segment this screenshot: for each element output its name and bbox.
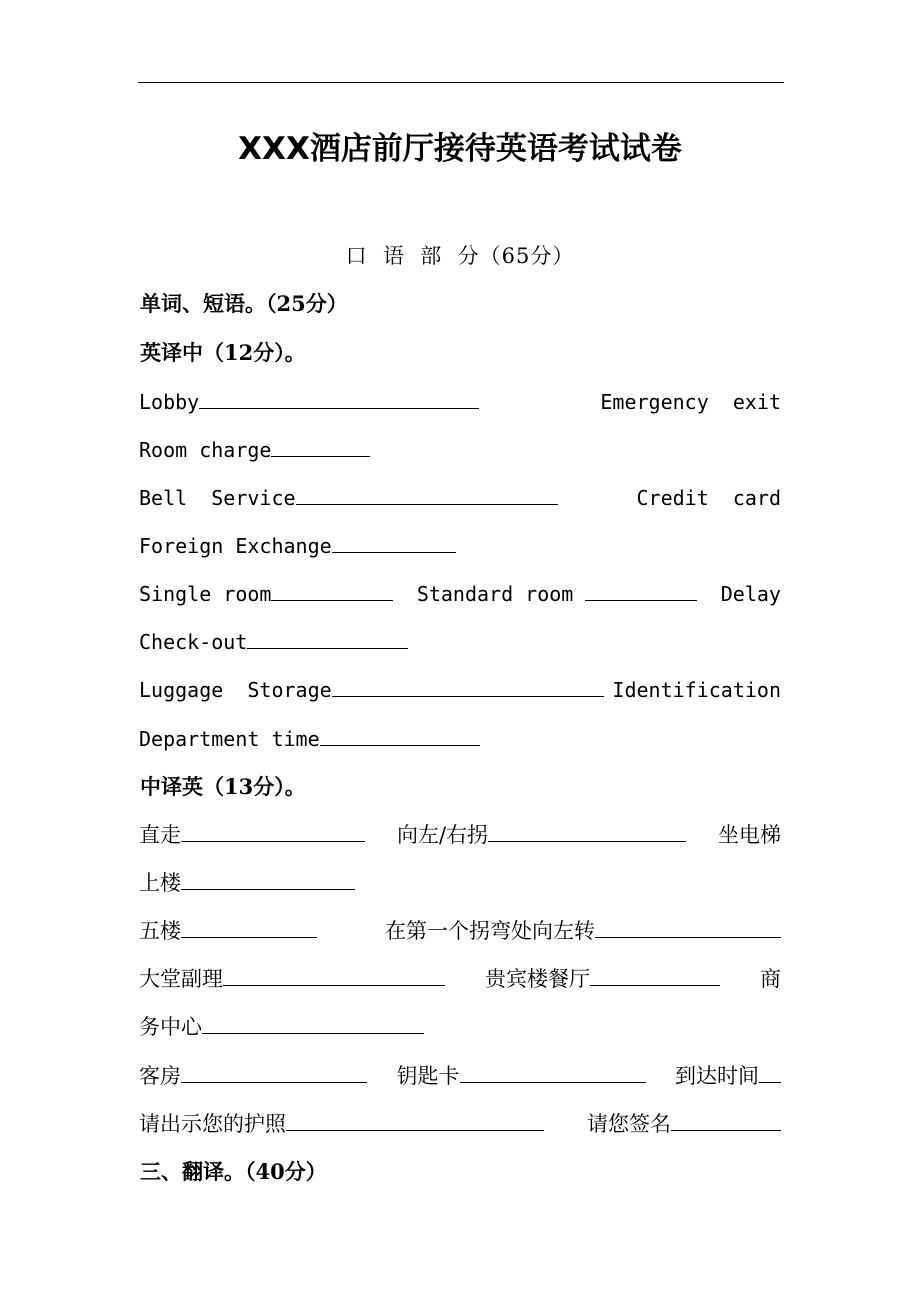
- exercise-line: [139, 624, 781, 660]
- item-label: Emergency exit: [600, 390, 781, 414]
- answer-blank[interactable]: [671, 1108, 781, 1131]
- exercise-item: [139, 672, 604, 708]
- answer-blank[interactable]: [271, 578, 393, 601]
- exercise-item: [139, 384, 479, 420]
- item-label: 向左/右拐: [396, 823, 489, 847]
- exercise-item: [139, 913, 317, 949]
- item-label: 上楼: [139, 871, 181, 895]
- item-label: 坐电梯: [717, 823, 781, 847]
- answer-blank[interactable]: [759, 1060, 781, 1083]
- item-label: Credit card: [636, 486, 781, 510]
- item-label: Lobby: [139, 390, 200, 414]
- item-label: 务中心: [139, 1015, 202, 1039]
- translation-heading: 三、翻译。（40分）: [140, 1159, 327, 1184]
- item-label: Bell Service: [139, 486, 296, 510]
- answer-blank[interactable]: [320, 723, 480, 746]
- exercise-item: [587, 1106, 781, 1142]
- item-label: Identification: [612, 678, 781, 702]
- answer-blank[interactable]: [181, 867, 355, 890]
- item-label: 在第一个拐弯处向左转: [385, 919, 595, 943]
- answer-blank[interactable]: [202, 1011, 424, 1034]
- exercise-item: [139, 1058, 367, 1094]
- exercise-item: [139, 1106, 544, 1142]
- item-label: Foreign Exchange: [139, 534, 332, 558]
- item-label: Room charge: [139, 438, 272, 462]
- exercise-line: [139, 1009, 781, 1045]
- exercise-item: [139, 432, 370, 468]
- item-label: Single room: [139, 582, 272, 606]
- answer-blank[interactable]: [223, 963, 445, 986]
- item-label: 请出示您的护照: [139, 1112, 286, 1136]
- exercise-item: [139, 528, 456, 564]
- item-label: 请您签名: [587, 1112, 671, 1136]
- exercise-item: [139, 817, 365, 853]
- exercise-line: [139, 528, 781, 564]
- item-label: 钥匙卡: [396, 1064, 460, 1088]
- answer-blank[interactable]: [460, 1060, 646, 1083]
- item-label: 商: [760, 967, 781, 991]
- header-rule: [138, 82, 784, 83]
- item-label: 直走: [139, 823, 181, 847]
- exercise-item: [139, 576, 393, 612]
- en-to-cn-heading: 英译中（12分）。: [140, 340, 306, 365]
- exercise-line: [139, 913, 781, 949]
- item-label: Standard room: [416, 582, 574, 606]
- exercise-line: [139, 672, 781, 708]
- exercise-line: [139, 1058, 781, 1094]
- exercise-item: [139, 624, 408, 660]
- answer-blank[interactable]: [286, 1108, 544, 1131]
- vocab-heading: 单词、短语。（25分）: [140, 291, 348, 316]
- item-label: 贵宾楼餐厅: [485, 967, 590, 991]
- item-label: 五楼: [139, 919, 181, 943]
- exercise-item: [485, 961, 720, 997]
- exercise-line: [139, 480, 781, 516]
- exercise-item: [397, 1058, 646, 1094]
- exercise-line: [139, 865, 781, 901]
- oral-section-heading: 口 语 部 分（65分）: [345, 244, 575, 268]
- exercise-line: [139, 817, 781, 853]
- exercise-item: [675, 1058, 781, 1094]
- answer-blank[interactable]: [181, 819, 365, 842]
- exam-title: XXX酒店前厅接待英语考试试卷: [238, 131, 682, 167]
- item-label: 到达时间: [675, 1064, 759, 1088]
- answer-blank[interactable]: [181, 915, 317, 938]
- exercise-item: [417, 576, 698, 612]
- exercise-line: [139, 961, 781, 997]
- answer-blank[interactable]: [247, 626, 408, 649]
- item-label: Department time: [139, 727, 320, 751]
- exercise-item: [139, 1009, 424, 1045]
- answer-blank[interactable]: [488, 819, 686, 842]
- exercise-line: [139, 721, 781, 757]
- answer-blank[interactable]: [181, 1060, 367, 1083]
- answer-blank[interactable]: [332, 674, 604, 697]
- answer-blank[interactable]: [595, 915, 781, 938]
- exercise-item: [139, 721, 480, 757]
- exercise-item: [139, 865, 355, 901]
- exercise-item: [385, 913, 781, 949]
- answer-blank[interactable]: [332, 530, 456, 553]
- item-label: 客房: [139, 1064, 181, 1088]
- exercise-item: [139, 961, 445, 997]
- item-label: Luggage Storage: [139, 678, 332, 702]
- answer-blank[interactable]: [271, 434, 370, 457]
- exercise-line: [139, 1106, 781, 1142]
- item-label: 大堂副理: [139, 967, 223, 991]
- answer-blank[interactable]: [199, 386, 479, 409]
- item-label: Delay: [720, 582, 781, 606]
- item-label: Check-out: [139, 630, 248, 654]
- exercise-line: [139, 432, 781, 468]
- answer-blank[interactable]: [296, 482, 558, 505]
- answer-blank[interactable]: [590, 963, 720, 986]
- exercise-item: [397, 817, 686, 853]
- exercise-item: [139, 480, 558, 516]
- answer-blank[interactable]: [585, 578, 697, 601]
- exercise-line: [139, 384, 781, 420]
- cn-to-en-heading: 中译英（13分）。: [140, 774, 306, 799]
- exercise-line: [139, 576, 781, 612]
